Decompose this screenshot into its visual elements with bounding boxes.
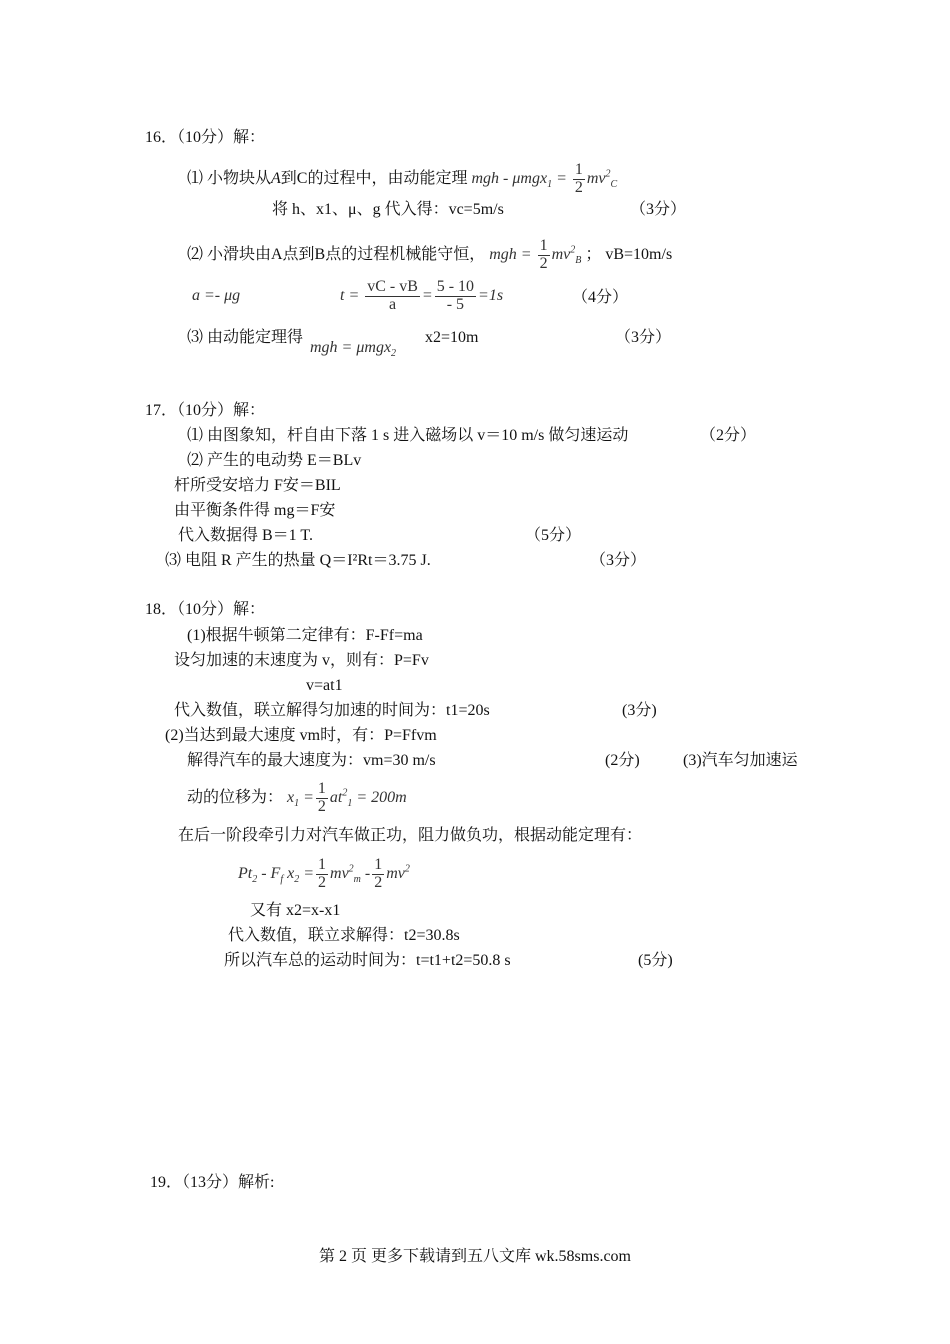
q18-energy-x: x — [287, 865, 295, 882]
q16-time-frac1-num: vC - vB — [367, 278, 418, 296]
q18-score-1: (3分) — [622, 702, 657, 719]
q18-energy-frac1 — [316, 857, 328, 892]
q16-frac-den: 2 — [574, 178, 583, 196]
q17-score-3: （3分） — [590, 552, 647, 569]
q16-acceleration: a =- μg — [192, 287, 241, 304]
q16-energy-eq: = — [556, 169, 567, 187]
q18-line-5: (2)当达到最大速度 vm时，有：P=Ffvm — [165, 727, 437, 744]
q16-part3-formula-sub: 2 — [391, 348, 397, 360]
page-footer: 第 2 页 更多下载请到五八文库 wk.58sms.com — [318, 1248, 631, 1265]
q16-time-t: t = — [340, 287, 360, 304]
q17-heading: 17．（10分）解： — [145, 402, 266, 419]
q18-energy-pt: Pt — [238, 865, 253, 882]
q16-cons-left: mgh = — [489, 245, 532, 263]
q18-disp-result: = 200m — [356, 789, 407, 806]
q16-part3: ⑶ 由动能定理得 — [187, 329, 304, 346]
q16-part3-formula — [310, 338, 396, 358]
q16-cons-frac-den: 2 — [539, 254, 548, 272]
q16-conservation-formula — [489, 237, 585, 272]
q18-energy-frac2-num: 1 — [374, 856, 383, 874]
q16-time-frac2-num: 5 - 10 — [436, 278, 475, 296]
q16-part2-text: ⑵ 小滑块由A点到B点的过程机械能守恒， — [187, 245, 486, 263]
q17-line-5: 代入数据得 B＝1 T. — [178, 527, 313, 544]
q16-part3-result: x2=10m — [425, 329, 479, 346]
q19-heading: 19．（13分）解析: — [150, 1174, 275, 1191]
q18-line-8: 在后一阶段牵引力对汽车做正功，阻力做负功，根据动能定理有： — [178, 827, 643, 844]
q17-line-2: ⑵ 产生的电动势 E＝BLv — [187, 452, 362, 469]
q18-disp-x-sub: 1 — [294, 798, 300, 810]
q16-time-eq: = — [421, 287, 433, 304]
q18-energy-frac2-den: 2 — [374, 873, 383, 891]
q16-energy-left: mgh - μmgx — [471, 169, 548, 187]
q16-time-frac2-den: - 5 — [446, 295, 465, 313]
q16-energy-right-sup: 2 — [605, 168, 611, 180]
q16-energy-formula — [471, 161, 618, 196]
q18-line-3: v=at1 — [306, 677, 343, 694]
q16-energy-fraction — [573, 162, 585, 197]
q18-energy-frac2 — [372, 857, 384, 892]
q18-line-4: 代入数值，联立解得匀加速的时间为：t1=20s — [174, 702, 490, 719]
q18-energy-frac1-num: 1 — [318, 856, 327, 874]
q16-energy-right-sub: C — [610, 179, 618, 191]
q16-score-1: （3分） — [630, 201, 687, 218]
q18-energy-mv: mv — [330, 865, 349, 882]
q18-line-6: 解得汽车的最大速度为：vm=30 m/s — [187, 752, 436, 769]
q18-energy-mv2-sup: 2 — [404, 863, 410, 875]
q18-energy-pt-sub: 2 — [252, 874, 258, 886]
q18-line-10: 又有 x2=x-x1 — [250, 902, 341, 919]
q18-line-11: 代入数值，联立求解得：t2=30.8s — [228, 927, 460, 944]
q16-energy-left-sub: 1 — [547, 179, 553, 191]
q17-line-3: 杆所受安培力 F安＝BIL — [174, 477, 341, 494]
q18-energy-formula — [238, 852, 410, 896]
q16-heading: 16．（10分）解： — [145, 129, 266, 146]
q16-cons-fraction — [538, 238, 550, 273]
q16-part2-result: ； vB=10m/s — [585, 245, 673, 263]
q17-line-6: ⑶ 电阻 R 产生的热量 Q＝I²Rt＝3.75 J. — [165, 552, 431, 569]
q18-energy-f-sub: f — [280, 874, 284, 886]
q18-disp-eq: = — [303, 789, 314, 806]
q18-score-2: (2分) — [605, 752, 640, 769]
q18-line-6-continued: (3)汽车匀加速运 — [683, 752, 798, 769]
q18-energy-frac1-den: 2 — [318, 873, 327, 891]
q16-part1-point-a: A — [271, 169, 281, 187]
q18-line-2: 设匀加速的末速度为 v，则有：P=Fv — [174, 652, 429, 669]
q18-displacement-formula — [287, 780, 407, 815]
q16-substitution: 将 h、x1、μ、g 代入得：vc=5m/s — [272, 201, 504, 218]
q18-line-12: 所以汽车总的运动时间为：t=t1+t2=50.8 s — [224, 952, 511, 969]
q18-disp-at-sub: 1 — [347, 798, 353, 810]
q16-cons-frac-num: 1 — [539, 237, 548, 254]
q17-line-1: ⑴ 由图象知，杆自由下落 1 s 进入磁场以 v＝10 m/s 做匀速运动 — [187, 427, 629, 444]
q16-time-frac2 — [435, 279, 476, 314]
q18-disp-x: x — [287, 789, 295, 806]
q17-line-4: 由平衡条件得 mg＝F安 — [174, 502, 336, 519]
q18-heading: 18．（10分）解： — [145, 601, 266, 618]
q16-time-frac1-den: a — [389, 295, 397, 313]
q18-energy-eq: = — [303, 865, 315, 882]
q18-energy-mv-sup: 2 — [348, 863, 354, 875]
q16-time-frac1 — [365, 279, 420, 314]
q18-energy-mv-sub: m — [353, 874, 361, 886]
q17-score-1: （2分） — [700, 427, 757, 444]
q16-time-result: =1s — [478, 287, 504, 304]
q16-part3-formula-text: mgh = μmgx — [310, 339, 392, 356]
q18-disp-at: at — [329, 789, 343, 806]
q18-line-7-text: 动的位移为： — [187, 789, 284, 806]
q16-part2 — [187, 238, 672, 273]
q18-energy-minus: - — [364, 865, 371, 882]
q16-frac-num: 1 — [574, 161, 583, 178]
q16-time-formula — [340, 274, 503, 318]
q18-disp-frac-num: 1 — [317, 780, 326, 798]
q18-score-3: (5分) — [638, 952, 673, 969]
q16-score-2: （4分） — [572, 289, 629, 306]
q18-energy-f: - F — [261, 865, 281, 882]
q18-line-7 — [187, 776, 407, 820]
q16-cons-right: mv — [551, 245, 571, 263]
q16-score-3: （3分） — [615, 329, 672, 346]
q16-part1-mid: 到C的过程中，由动能定理 — [280, 169, 468, 187]
q16-part1 — [187, 162, 617, 197]
q18-energy-x-sub: 2 — [294, 874, 300, 886]
q16-cons-right-sub: B — [575, 255, 582, 267]
q16-part1-text: ⑴ 小物块从 — [187, 169, 272, 187]
q18-energy-mv2: mv — [386, 865, 405, 882]
q17-score-2: （5分） — [525, 527, 582, 544]
q18-disp-frac-den: 2 — [317, 797, 326, 815]
q18-line-1: (1)根据牛顿第二定律有：F-Ff=ma — [187, 627, 423, 644]
q18-disp-fraction — [316, 781, 328, 816]
q16-energy-right: mv — [586, 169, 606, 187]
q18-disp-at-sup: 2 — [342, 787, 348, 799]
q16-cons-right-sup: 2 — [570, 244, 576, 256]
